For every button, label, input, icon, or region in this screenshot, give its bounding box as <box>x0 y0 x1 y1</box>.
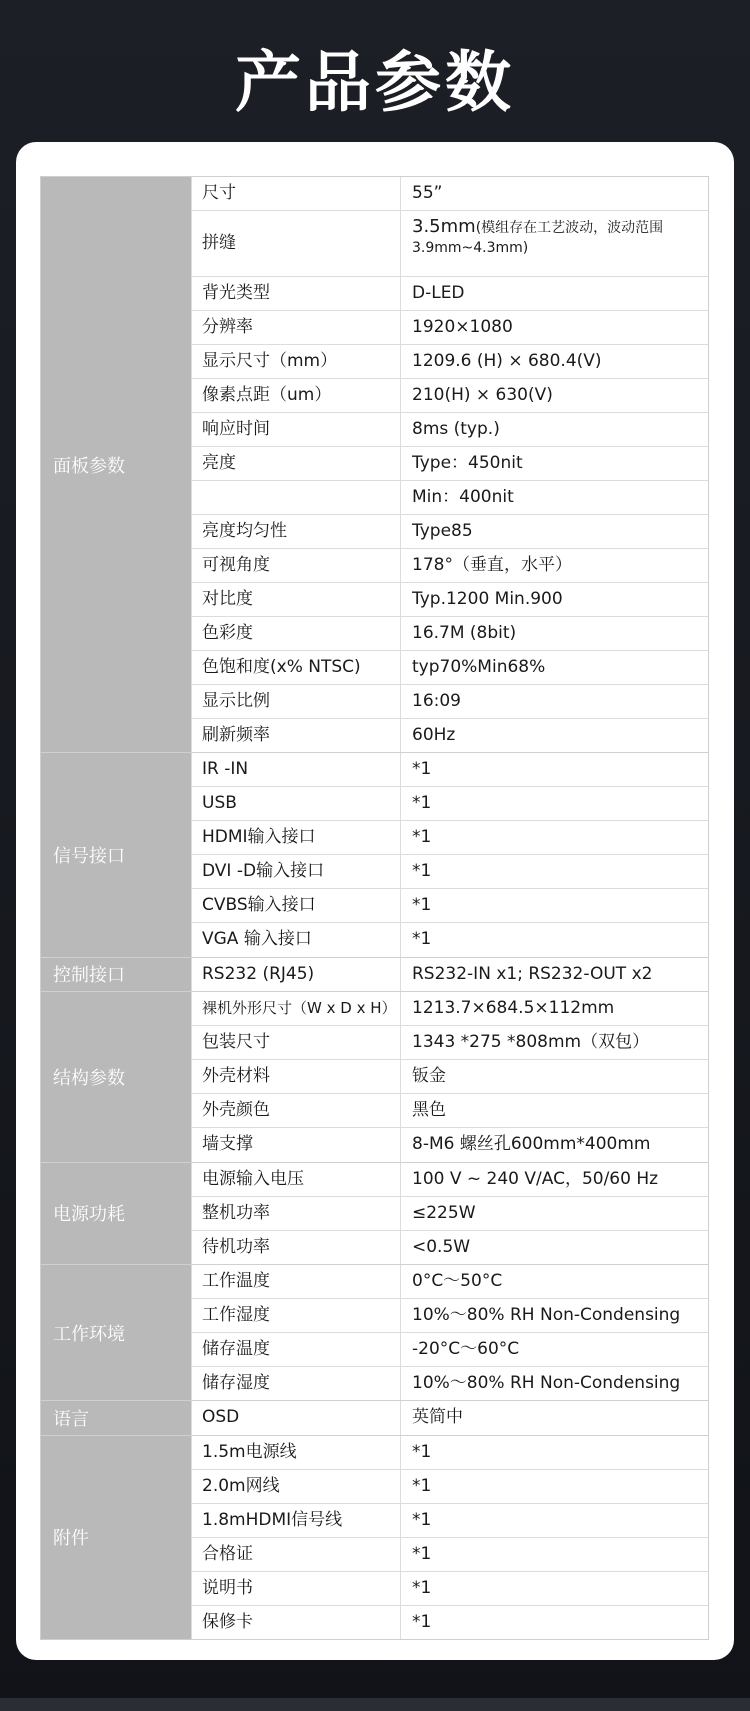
param-value: Type：450nit <box>412 453 523 473</box>
table-row <box>191 583 708 617</box>
table-row <box>191 1163 708 1197</box>
param-value-note: (模组存在工艺波动，波动范围3.9mm~4.3mm) <box>412 220 664 256</box>
table-row <box>191 277 708 311</box>
param-name: 背光类型 <box>191 277 401 310</box>
param-name: VGA 输入接口 <box>191 923 401 956</box>
param-value: 16:09 <box>412 691 461 711</box>
group-label: 信号接口 <box>41 753 191 956</box>
param-value: 16.7M (8bit) <box>412 623 517 643</box>
table-row <box>191 1538 708 1572</box>
param-name: 尺寸 <box>191 177 401 210</box>
param-value: 10%～80% RH Non-Condensing <box>412 1304 681 1325</box>
bottom-divider <box>0 1698 750 1711</box>
param-name: 显示比例 <box>191 685 401 718</box>
param-value: D-LED <box>412 283 465 303</box>
table-row <box>191 413 708 447</box>
table-row <box>191 211 708 277</box>
param-value: 100 V ~ 240 V/AC，50/60 Hz <box>412 1168 659 1189</box>
table-row <box>191 719 708 752</box>
param-name: 储存湿度 <box>191 1367 401 1400</box>
param-name: OSD <box>191 1401 401 1434</box>
param-name: DVI -D输入接口 <box>191 855 401 888</box>
spec-group-control <box>41 958 708 992</box>
param-value: <0.5W <box>412 1236 471 1257</box>
param-name: 2.0m网线 <box>191 1470 401 1503</box>
param-name: 裸机外形尺寸（W x D x H） <box>191 992 401 1025</box>
param-value: 黑色 <box>412 1100 446 1121</box>
table-row <box>191 1299 708 1333</box>
param-value <box>401 211 708 276</box>
table-row <box>191 787 708 821</box>
param-name: 外壳材料 <box>191 1060 401 1093</box>
param-name: 可视角度 <box>191 549 401 582</box>
param-name: 包装尺寸 <box>191 1026 401 1059</box>
spec-group-accessories <box>41 1436 708 1639</box>
table-row <box>191 311 708 345</box>
spec-group-structure <box>41 992 708 1162</box>
table-row <box>191 821 708 855</box>
param-name: 储存温度 <box>191 1333 401 1366</box>
param-value: 60Hz <box>412 725 456 745</box>
table-row <box>191 1367 708 1400</box>
table-row <box>191 1504 708 1538</box>
param-name: 电源输入电压 <box>191 1163 401 1196</box>
param-value: 英简中 <box>412 1407 463 1428</box>
param-name: 拼缝 <box>191 211 401 276</box>
table-row <box>191 992 708 1026</box>
param-value: Typ.1200 Min.900 <box>412 589 563 609</box>
group-label: 附件 <box>41 1436 191 1639</box>
param-name: 工作温度 <box>191 1265 401 1298</box>
param-name: 外壳颜色 <box>191 1094 401 1127</box>
param-name: 待机功率 <box>191 1231 401 1264</box>
param-name: 像素点距（um） <box>191 379 401 412</box>
param-value-main: 3.5mm <box>412 216 476 237</box>
param-value: 10%～80% RH Non-Condensing <box>412 1372 681 1393</box>
table-row <box>191 617 708 651</box>
param-name: 对比度 <box>191 583 401 616</box>
table-row <box>191 855 708 889</box>
table-row <box>191 1606 708 1639</box>
spec-group-language <box>41 1401 708 1435</box>
table-row <box>191 923 708 956</box>
spec-group-panel <box>41 177 708 753</box>
param-name: 分辨率 <box>191 311 401 344</box>
table-row <box>191 1231 708 1264</box>
table-row <box>191 1265 708 1299</box>
param-value: 0°C～50°C <box>412 1270 503 1291</box>
spec-group-environment <box>41 1265 708 1401</box>
param-value: *1 <box>412 827 432 848</box>
table-row <box>191 1094 708 1128</box>
param-name: 亮度 <box>191 447 401 480</box>
param-value: *1 <box>412 1441 432 1462</box>
group-label: 控制接口 <box>41 958 191 991</box>
param-value: RS232-IN x1; RS232-OUT x2 <box>412 963 653 984</box>
table-row <box>191 549 708 583</box>
param-value: 8-M6 螺丝孔600mm*400mm <box>412 1134 651 1155</box>
param-value: *1 <box>412 1577 432 1598</box>
table-row <box>191 1197 708 1231</box>
table-row <box>191 1572 708 1606</box>
table-row <box>191 651 708 685</box>
table-row <box>191 515 708 549</box>
param-name: 亮度均匀性 <box>191 515 401 548</box>
param-name: 响应时间 <box>191 413 401 446</box>
param-name: IR -IN <box>191 753 401 786</box>
param-name: 整机功率 <box>191 1197 401 1230</box>
param-value: 1209.6 (H) × 680.4(V) <box>412 351 602 371</box>
param-name: 工作湿度 <box>191 1299 401 1332</box>
table-row <box>191 1333 708 1367</box>
table-row <box>191 1401 708 1434</box>
table-row <box>191 379 708 413</box>
param-name-empty <box>191 481 401 514</box>
param-value: 1213.7×684.5×112mm <box>412 998 615 1019</box>
param-name: 墙支撑 <box>191 1128 401 1161</box>
param-name: 合格证 <box>191 1538 401 1571</box>
param-value: *1 <box>412 1611 432 1632</box>
param-name: USB <box>191 787 401 820</box>
param-name: 1.8mHDMI信号线 <box>191 1504 401 1537</box>
param-name: 1.5m电源线 <box>191 1436 401 1469</box>
param-name: HDMI输入接口 <box>191 821 401 854</box>
table-row <box>191 177 708 211</box>
param-name: 色饱和度(x% NTSC) <box>191 651 401 684</box>
param-name: RS232 (RJ45) <box>191 958 401 991</box>
table-row <box>191 481 708 515</box>
param-value: ≤225W <box>412 1202 476 1223</box>
param-name: CVBS输入接口 <box>191 889 401 922</box>
param-value: *1 <box>412 793 432 814</box>
spec-table <box>40 176 709 1640</box>
spec-group-power <box>41 1163 708 1265</box>
param-name: 刷新频率 <box>191 719 401 752</box>
param-value: 178°（垂直，水平） <box>412 555 572 575</box>
table-row <box>191 753 708 787</box>
param-name: 显示尺寸（mm） <box>191 345 401 378</box>
param-value: 55” <box>412 183 443 203</box>
param-value: Type85 <box>412 521 473 541</box>
param-value: 210(H) × 630(V) <box>412 385 553 405</box>
table-row <box>191 345 708 379</box>
param-value: *1 <box>412 1475 432 1496</box>
param-value: typ70%Min68% <box>412 657 546 677</box>
param-value: *1 <box>412 895 432 916</box>
spec-group-signal <box>41 753 708 957</box>
page-title: 产品参数 <box>235 44 515 121</box>
param-value: 1920×1080 <box>412 317 513 337</box>
param-value: -20°C～60°C <box>412 1338 520 1359</box>
table-row <box>191 685 708 719</box>
table-row <box>191 1060 708 1094</box>
param-value: 钣金 <box>412 1066 446 1087</box>
param-value: *1 <box>412 861 432 882</box>
table-row <box>191 1436 708 1470</box>
param-name: 保修卡 <box>191 1606 401 1639</box>
param-name: 色彩度 <box>191 617 401 650</box>
param-value: *1 <box>412 759 432 780</box>
param-value: *1 <box>412 929 432 950</box>
table-row <box>191 1026 708 1060</box>
group-label: 语言 <box>41 1401 191 1434</box>
param-value: *1 <box>412 1543 432 1564</box>
param-value: 8ms (typ.) <box>412 419 500 439</box>
param-value: *1 <box>412 1509 432 1530</box>
table-row <box>191 1128 708 1161</box>
param-value: Min：400nit <box>412 487 514 507</box>
param-value: 1343 *275 *808mm（双包） <box>412 1032 650 1053</box>
param-name: 说明书 <box>191 1572 401 1605</box>
table-row <box>191 447 708 481</box>
group-label: 结构参数 <box>41 992 191 1161</box>
table-row <box>191 1470 708 1504</box>
group-label: 工作环境 <box>41 1265 191 1400</box>
group-label: 面板参数 <box>41 177 191 752</box>
table-row <box>191 889 708 923</box>
table-row <box>191 958 708 991</box>
group-label: 电源功耗 <box>41 1163 191 1264</box>
